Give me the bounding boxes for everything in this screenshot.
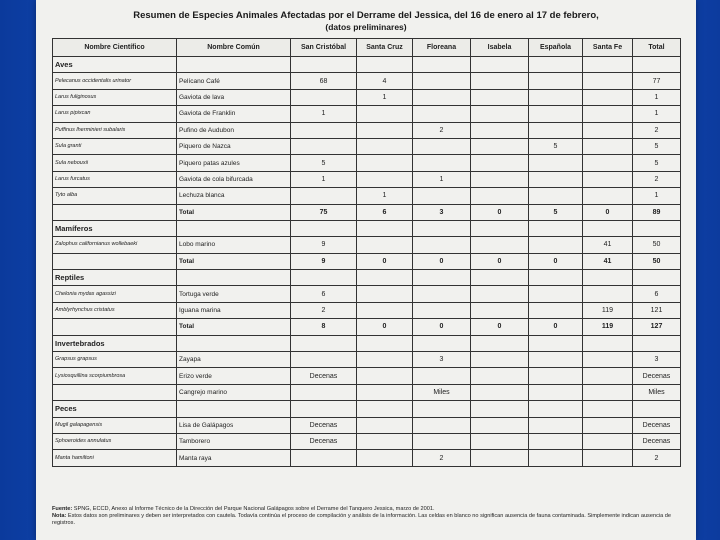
group-label: Aves — [53, 57, 177, 73]
count-cell — [357, 122, 413, 138]
empty-cell — [529, 270, 583, 286]
common-name-cell: Tortuga verde — [177, 286, 291, 302]
count-cell — [291, 384, 357, 400]
count-cell: 0 — [357, 253, 413, 269]
empty-cell — [529, 57, 583, 73]
count-cell — [529, 171, 583, 187]
scientific-name-cell: Grapsus grapsus — [53, 352, 177, 368]
empty-cell — [413, 220, 471, 236]
group-label: Mamíferos — [53, 220, 177, 236]
total-value-cell: Decenas — [633, 433, 681, 449]
empty-cell — [357, 270, 413, 286]
footer-notes — [52, 506, 682, 527]
count-cell — [413, 188, 471, 204]
table-row — [53, 417, 681, 433]
empty-cell — [357, 220, 413, 236]
common-name-cell: Pufino de Audubon — [177, 122, 291, 138]
empty-cell — [177, 220, 291, 236]
table-row — [53, 138, 681, 154]
common-name-cell: Cangrejo marino — [177, 384, 291, 400]
count-cell — [583, 384, 633, 400]
count-cell — [357, 433, 413, 449]
count-cell — [583, 122, 633, 138]
count-cell: 1 — [291, 106, 357, 122]
note-label: Nota: — [52, 513, 67, 519]
count-cell — [357, 417, 413, 433]
count-cell: 5 — [529, 138, 583, 154]
column-header: Nombre Común — [177, 39, 291, 57]
count-cell — [413, 138, 471, 154]
group-row — [53, 270, 681, 286]
count-cell — [471, 155, 529, 171]
count-cell — [413, 433, 471, 449]
scientific-name-cell: Larus fuliginosus — [53, 89, 177, 105]
count-cell — [413, 302, 471, 318]
count-cell — [529, 384, 583, 400]
empty-cell — [291, 401, 357, 417]
common-name-cell: Gaviota de Franklin — [177, 106, 291, 122]
count-cell — [357, 171, 413, 187]
count-cell — [291, 450, 357, 466]
count-cell: 2 — [291, 302, 357, 318]
count-cell: 0 — [471, 253, 529, 269]
source-text: SPNG, ECCD, Anexo al Informe Técnico de la Dirección del Parque Nacional Galápagos sobre el Derrame del Tanquero Jessica, marzo de 2001. — [73, 506, 435, 512]
count-cell — [529, 368, 583, 384]
scientific-name-cell: Larus pipixcan — [53, 106, 177, 122]
column-header: Santa Fe — [583, 39, 633, 57]
count-cell: 119 — [583, 319, 633, 335]
table-row — [53, 122, 681, 138]
scanned-page — [36, 0, 696, 540]
count-cell: 6 — [291, 286, 357, 302]
count-cell: 9 — [291, 253, 357, 269]
count-cell: 41 — [583, 237, 633, 253]
count-cell: Decenas — [291, 368, 357, 384]
column-header: Santa Cruz — [357, 39, 413, 57]
total-value-cell: 77 — [633, 73, 681, 89]
count-cell: 2 — [413, 450, 471, 466]
count-cell — [357, 286, 413, 302]
empty-cell — [357, 57, 413, 73]
group-row — [53, 220, 681, 236]
count-cell — [583, 352, 633, 368]
empty-cell — [357, 335, 413, 351]
count-cell: 68 — [291, 73, 357, 89]
count-cell — [291, 188, 357, 204]
count-cell — [471, 433, 529, 449]
count-cell — [291, 89, 357, 105]
table-row — [53, 188, 681, 204]
table-row — [53, 352, 681, 368]
scientific-name-cell: Manta hamiltoni — [53, 450, 177, 466]
count-cell — [413, 237, 471, 253]
scientific-name-cell: Mugil galapagensis — [53, 417, 177, 433]
empty-cell — [583, 401, 633, 417]
common-name-cell: Gaviota de lava — [177, 89, 291, 105]
count-cell: 0 — [357, 319, 413, 335]
table-row — [53, 89, 681, 105]
count-cell — [357, 368, 413, 384]
count-cell — [583, 89, 633, 105]
total-value-cell: 50 — [633, 253, 681, 269]
column-header: San Cristóbal — [291, 39, 357, 57]
count-cell — [357, 155, 413, 171]
empty-cell — [583, 335, 633, 351]
note-text: Estos datos son preliminares y deben ser interpretados con cautela. Todavía continúa el proceso de compilación y análisis de la información. Las celdas en blanco no significan ausencia de fauna contaminada. Simplemente indican ausencia de registros. — [52, 513, 672, 526]
count-cell: 5 — [529, 204, 583, 220]
table-row — [53, 368, 681, 384]
count-cell: 4 — [357, 73, 413, 89]
common-name-cell: Piquero patas azules — [177, 155, 291, 171]
scientific-name-cell: Sula nebouxii — [53, 155, 177, 171]
source-line — [52, 506, 682, 513]
empty-cell — [413, 57, 471, 73]
table-row — [53, 302, 681, 318]
empty-cell — [471, 57, 529, 73]
count-cell: 0 — [529, 253, 583, 269]
count-cell — [471, 450, 529, 466]
count-cell — [583, 433, 633, 449]
count-cell — [357, 384, 413, 400]
count-cell — [583, 171, 633, 187]
count-cell — [413, 106, 471, 122]
total-row — [53, 204, 681, 220]
empty-cell — [177, 57, 291, 73]
total-value-cell: Miles — [633, 384, 681, 400]
common-name-cell: Pelícano Café — [177, 73, 291, 89]
group-row — [53, 57, 681, 73]
count-cell — [471, 384, 529, 400]
count-cell: 6 — [357, 204, 413, 220]
count-cell — [529, 106, 583, 122]
count-cell: 3 — [413, 352, 471, 368]
count-cell: 2 — [413, 122, 471, 138]
table-row — [53, 384, 681, 400]
count-cell — [471, 122, 529, 138]
common-name-cell: Tamborero — [177, 433, 291, 449]
total-value-cell: 89 — [633, 204, 681, 220]
empty-cell — [471, 270, 529, 286]
total-value-cell: 50 — [633, 237, 681, 253]
total-label: Total — [177, 204, 291, 220]
count-cell — [471, 188, 529, 204]
common-name-cell: Piquero de Nazca — [177, 138, 291, 154]
total-value-cell: 6 — [633, 286, 681, 302]
count-cell — [291, 352, 357, 368]
empty-cell — [177, 401, 291, 417]
common-name-cell: Gaviota de cola bifurcada — [177, 171, 291, 187]
group-row — [53, 401, 681, 417]
count-cell: Miles — [413, 384, 471, 400]
count-cell — [583, 155, 633, 171]
empty-cell — [529, 220, 583, 236]
empty-cell — [471, 220, 529, 236]
empty-cell — [633, 401, 681, 417]
count-cell — [529, 155, 583, 171]
count-cell — [471, 237, 529, 253]
count-cell — [471, 302, 529, 318]
count-cell — [583, 73, 633, 89]
count-cell: 0 — [529, 319, 583, 335]
total-value-cell: 2 — [633, 171, 681, 187]
count-cell — [583, 368, 633, 384]
empty-cell — [633, 270, 681, 286]
table-row — [53, 155, 681, 171]
count-cell: 3 — [413, 204, 471, 220]
count-cell: 0 — [413, 253, 471, 269]
total-value-cell: 1 — [633, 188, 681, 204]
count-cell — [529, 433, 583, 449]
table-row — [53, 73, 681, 89]
empty-cell — [529, 335, 583, 351]
count-cell — [357, 106, 413, 122]
count-cell: 5 — [291, 155, 357, 171]
scientific-name-cell: Chelonia mydas agassizi — [53, 286, 177, 302]
scientific-name-cell: Lysiosquillina scorpiumbrosa — [53, 368, 177, 384]
empty-cell — [413, 335, 471, 351]
count-cell — [357, 450, 413, 466]
count-cell — [529, 188, 583, 204]
column-header: Isabela — [471, 39, 529, 57]
count-cell — [291, 138, 357, 154]
table-row — [53, 237, 681, 253]
column-header: Nombre Científico — [53, 39, 177, 57]
table-row — [53, 433, 681, 449]
count-cell — [413, 89, 471, 105]
total-label: Total — [177, 319, 291, 335]
count-cell: 1 — [357, 188, 413, 204]
table-row — [53, 286, 681, 302]
species-table — [52, 38, 681, 467]
empty-cell — [291, 220, 357, 236]
empty-cell — [471, 335, 529, 351]
common-name-cell: Lechuza blanca — [177, 188, 291, 204]
note-line — [52, 513, 682, 527]
common-name-cell: Erizo verde — [177, 368, 291, 384]
total-value-cell: 2 — [633, 122, 681, 138]
count-cell — [529, 89, 583, 105]
count-cell — [413, 155, 471, 171]
count-cell: 0 — [471, 204, 529, 220]
empty-cell — [633, 57, 681, 73]
scientific-name-cell — [53, 204, 177, 220]
count-cell — [471, 89, 529, 105]
group-label: Invertebrados — [53, 335, 177, 351]
empty-cell — [177, 270, 291, 286]
total-value-cell: 2 — [633, 450, 681, 466]
total-label: Total — [177, 253, 291, 269]
table-row — [53, 106, 681, 122]
count-cell — [471, 417, 529, 433]
scientific-name-cell — [53, 319, 177, 335]
total-value-cell: 5 — [633, 155, 681, 171]
scientific-name-cell — [53, 253, 177, 269]
count-cell — [529, 122, 583, 138]
count-cell — [583, 138, 633, 154]
count-cell — [413, 417, 471, 433]
common-name-cell: Lisa de Galápagos — [177, 417, 291, 433]
count-cell: 0 — [583, 204, 633, 220]
empty-cell — [583, 270, 633, 286]
empty-cell — [413, 401, 471, 417]
count-cell — [583, 188, 633, 204]
table-row — [53, 450, 681, 466]
empty-cell — [291, 57, 357, 73]
count-cell: 41 — [583, 253, 633, 269]
count-cell — [357, 138, 413, 154]
count-cell: 119 — [583, 302, 633, 318]
common-name-cell: Zayapa — [177, 352, 291, 368]
empty-cell — [413, 270, 471, 286]
document-title: Resumen de Especies Animales Afectadas por el Derrame del Jessica, del 16 de enero al 17 de febrero, — [133, 10, 599, 21]
scientific-name-cell: Zalophus californianus wollebaeki — [53, 237, 177, 253]
total-value-cell: 1 — [633, 89, 681, 105]
count-cell — [583, 106, 633, 122]
count-cell — [583, 450, 633, 466]
table-row — [53, 171, 681, 187]
count-cell — [291, 122, 357, 138]
column-header: Española — [529, 39, 583, 57]
count-cell — [583, 286, 633, 302]
count-cell: 1 — [291, 171, 357, 187]
count-cell — [529, 237, 583, 253]
count-cell — [357, 352, 413, 368]
total-value-cell: Decenas — [633, 368, 681, 384]
group-row — [53, 335, 681, 351]
empty-cell — [357, 401, 413, 417]
total-value-cell: 121 — [633, 302, 681, 318]
count-cell — [529, 352, 583, 368]
count-cell — [529, 286, 583, 302]
common-name-cell: Manta raya — [177, 450, 291, 466]
count-cell — [529, 417, 583, 433]
empty-cell — [291, 270, 357, 286]
count-cell: 0 — [471, 319, 529, 335]
count-cell: 1 — [357, 89, 413, 105]
empty-cell — [633, 220, 681, 236]
count-cell — [471, 106, 529, 122]
scientific-name-cell — [53, 384, 177, 400]
count-cell — [471, 286, 529, 302]
common-name-cell: Iguana marina — [177, 302, 291, 318]
count-cell — [471, 138, 529, 154]
document-subtitle: (datos preliminares) — [325, 22, 407, 32]
count-cell — [529, 450, 583, 466]
count-cell — [357, 237, 413, 253]
total-value-cell: 127 — [633, 319, 681, 335]
empty-cell — [583, 220, 633, 236]
total-row — [53, 319, 681, 335]
count-cell: Decenas — [291, 433, 357, 449]
group-label: Peces — [53, 401, 177, 417]
empty-cell — [583, 57, 633, 73]
count-cell: 9 — [291, 237, 357, 253]
table-header-row — [53, 39, 681, 57]
count-cell — [471, 368, 529, 384]
empty-cell — [291, 335, 357, 351]
scientific-name-cell: Sula granti — [53, 138, 177, 154]
count-cell — [357, 302, 413, 318]
column-header: Floreana — [413, 39, 471, 57]
empty-cell — [471, 401, 529, 417]
empty-cell — [529, 401, 583, 417]
count-cell — [471, 352, 529, 368]
count-cell: 8 — [291, 319, 357, 335]
empty-cell — [633, 335, 681, 351]
total-value-cell: 1 — [633, 106, 681, 122]
total-value-cell: 3 — [633, 352, 681, 368]
total-value-cell: Decenas — [633, 417, 681, 433]
scientific-name-cell: Sphoeroides annulatus — [53, 433, 177, 449]
scientific-name-cell: Larus furcatus — [53, 171, 177, 187]
common-name-cell: Lobo marino — [177, 237, 291, 253]
total-row — [53, 253, 681, 269]
scientific-name-cell: Pelecanus occidentalis urinator — [53, 73, 177, 89]
count-cell — [583, 417, 633, 433]
count-cell — [471, 171, 529, 187]
scientific-name-cell: Tyto alba — [53, 188, 177, 204]
count-cell: 75 — [291, 204, 357, 220]
column-header: Total — [633, 39, 681, 57]
count-cell — [471, 73, 529, 89]
total-value-cell: 5 — [633, 138, 681, 154]
count-cell — [413, 368, 471, 384]
scientific-name-cell: Amblyrhynchus cristatus — [53, 302, 177, 318]
count-cell — [413, 73, 471, 89]
group-label: Reptiles — [53, 270, 177, 286]
count-cell — [413, 286, 471, 302]
empty-cell — [177, 335, 291, 351]
scientific-name-cell: Puffinus lherminieri subalaris — [53, 122, 177, 138]
count-cell — [529, 73, 583, 89]
count-cell: 0 — [413, 319, 471, 335]
count-cell: 1 — [413, 171, 471, 187]
count-cell — [529, 302, 583, 318]
count-cell: Decenas — [291, 417, 357, 433]
source-label: Fuente: — [52, 506, 73, 512]
